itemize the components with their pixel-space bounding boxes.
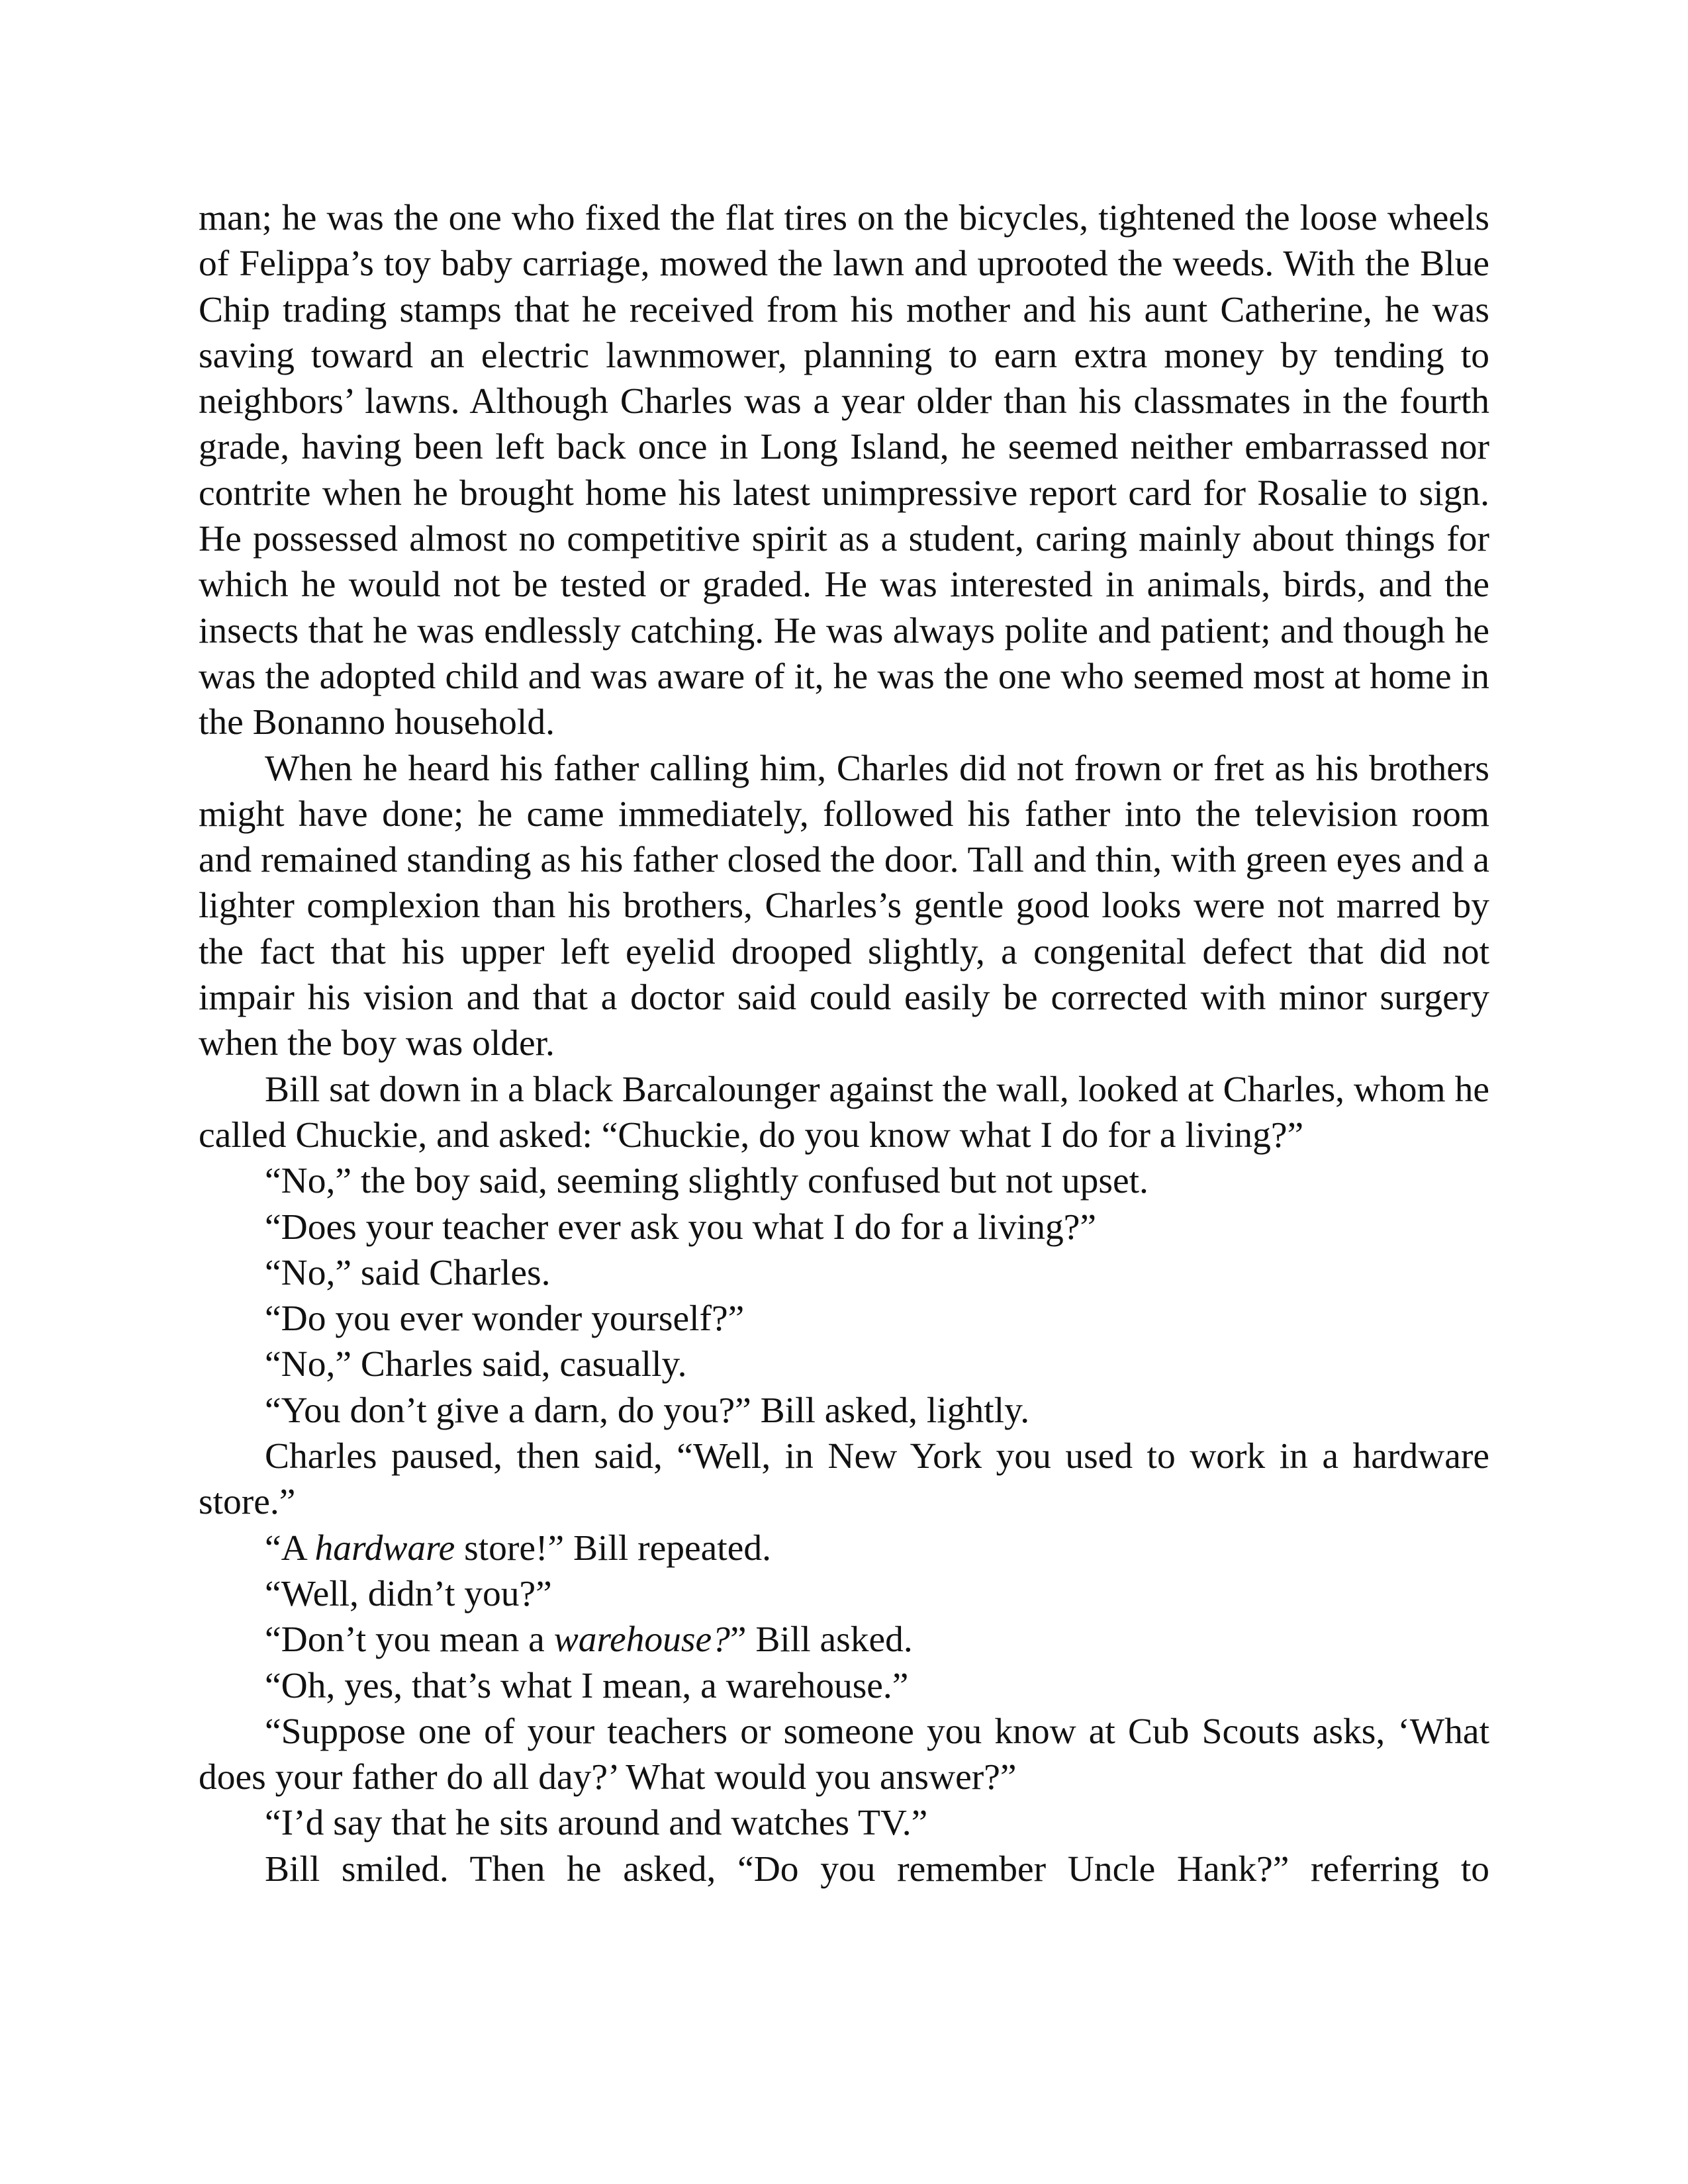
paragraph [199,1158,1489,1204]
text-run: “No,” Charles said, casually. [265,1344,687,1385]
paragraph [199,1846,1489,1892]
text-run: “I’d say that he sits around and watches TV.” [265,1803,928,1844]
text-run: “Well, didn’t you?” [265,1573,552,1614]
paragraph [199,1388,1489,1433]
text-run: man; he was the one who fixed the flat tires on the bicycles, tightened the loose wheels of Felippa’s toy baby carriage, mowed the lawn and uprooted the weeds. With the Blue Chip trading stamps that he received from his mother and his aunt Catherine, he was saving toward an electric lawnmower, planning to earn extra money by tending to neighbors’ lawns. Although Charles was a year older than his classmates in the fourth grade, having been left back once in Long Island, he seemed neither embarrassed nor contrite when he brought home his latest unimpressive report card for Rosalie to sign. He possessed almost no competitive spirit as a student, caring mainly about things for which he would not be tested or graded. He was interested in animals, birds, and the insects that he was endlessly catching. He was always polite and patient; and though he was the adopted child and was aware of it, he was the one who seemed most at home in the Bonanno household. [199,198,1489,743]
text-run: store!” Bill repeated. [455,1527,771,1569]
text-run: “No,” the boy said, seeming slightly confused but not upset. [265,1161,1149,1202]
italic-text-run: warehouse? [553,1619,730,1661]
paragraph [199,1571,1489,1617]
text-run: “Do you ever wonder yourself?” [265,1298,745,1340]
paragraph [199,1296,1489,1342]
text-run: ” Bill asked. [729,1619,913,1661]
paragraph [199,1525,1489,1571]
paragraph [199,195,1489,746]
text-run: “Does your teacher ever ask you what I do for a living?” [265,1206,1096,1248]
italic-text-run: hardware [314,1527,455,1569]
text-run: Bill sat down in a black Barcalounger against the wall, looked at Charles, whom he called Chuckie, and asked: “Chuckie, do you know what I do for a living?” [199,1069,1489,1156]
paragraph [199,1800,1489,1846]
paragraph [199,746,1489,1067]
body-text [199,195,1489,1892]
text-run: “Suppose one of your teachers or someone you know at Cub Scouts asks, ‘What does your father do all day?’ What would you answer?” [199,1711,1489,1798]
paragraph [199,1250,1489,1296]
text-run: Charles paused, then said, “Well, in New York you used to work in a hardware store.” [199,1436,1489,1523]
paragraph [199,1617,1489,1662]
paragraph [199,1205,1489,1250]
text-run: Bill smiled. Then he asked, “Do you remember Uncle Hank?” referring to [265,1848,1489,1889]
text-run: “Don’t you mean a [265,1619,554,1661]
text-run: When he heard his father calling him, Charles did not frown or fret as his brothers might have done; he came immediately, followed his father into the television room and remained standing as his father closed the door. Tall and thin, with green eyes and a lighter complexion than his brothers, Charles’s gentle good looks were not marred by the fact that his upper left eyelid drooped slightly, a congenital defect that did not impair his vision and that a doctor said could easily be corrected with minor surgery when the boy was older. [199,748,1489,1064]
text-run: “You don’t give a darn, do you?” Bill asked, lightly. [265,1390,1030,1431]
text-run: “No,” said Charles. [265,1252,551,1293]
paragraph [199,1663,1489,1709]
paragraph [199,1709,1489,1801]
paragraph [199,1342,1489,1387]
text-run: “Oh, yes, that’s what I mean, a warehouse.” [265,1665,909,1706]
text-run: “A [265,1527,315,1569]
paragraph [199,1433,1489,1525]
paragraph [199,1067,1489,1159]
